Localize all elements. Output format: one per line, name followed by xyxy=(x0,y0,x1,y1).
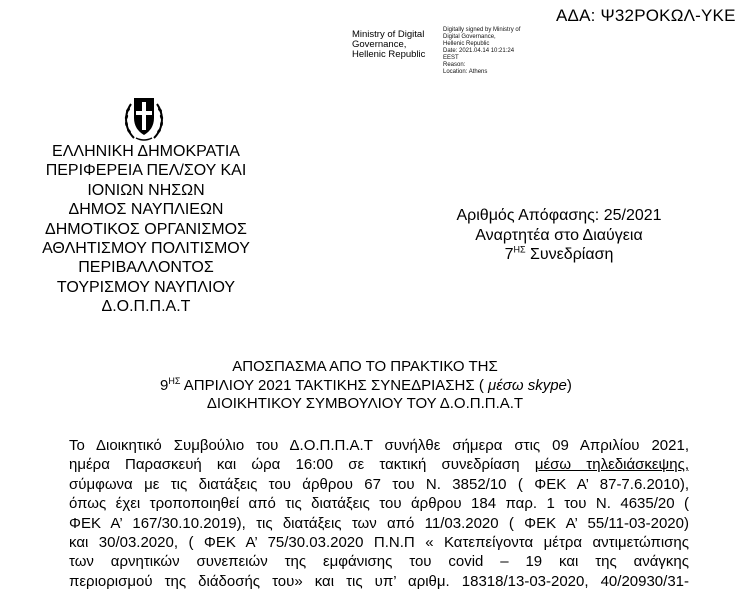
signature-detail-line: Digitally signed by Ministry of xyxy=(443,27,521,33)
issuer-line: ΙΟΝΙΩΝ ΝΗΣΩΝ xyxy=(87,181,205,199)
issuer-line: ΠΕΡΙΒΑΛΛΟΝΤΟΣ xyxy=(78,259,214,277)
issuer-line: ΕΛΛΗΝΙΚΗ ΔΗΜΟΚΡΑΤΙΑ xyxy=(52,143,240,160)
body-line: περιορισμού της διάδοσής του» και τις υπ’ αριθμ. 18318/13-03-2020, 40/20930/31- xyxy=(69,572,689,590)
body-line: και 30/03.2020, ( ΦΕΚ Α’ 75/30.03.2020 Π.Ν.Π « Κατεπείγοντα μέτρα αντιμετώπισης xyxy=(69,534,689,552)
issuer-line: ΤΟΥΡΙΣΜΟΥ ΝΑΥΠΛΙΟΥ xyxy=(56,278,236,296)
decision-number: Αριθμός Απόφασης: 25/2021 xyxy=(456,207,662,224)
body-line-text: ημέρα Παρασκευή και ώρα 16:00 σε τακτική συνεδρίαση xyxy=(69,456,535,474)
body-line: ΦΕΚ Α’ 167/30.10.2019), τις διατάξεις των από 11/03.2020 ( ΦΕΚ Α’ 55/11-03-2020) xyxy=(69,514,689,532)
issuer-line: Δ.Ο.Π.Π.Α.Τ xyxy=(101,298,191,316)
diavgeia-posting: Αναρτητέα στο Διαύγεια xyxy=(475,226,643,244)
session-ordinal: ΗΣ xyxy=(513,244,526,255)
excerpt-date-ordinal: ΗΣ xyxy=(168,375,181,386)
signature-signer-line: Governance, xyxy=(352,39,407,50)
body-paragraph xyxy=(69,436,689,591)
excerpt-line: ΑΠΟΣΠΑΣΜΑ ΑΠΟ ΤΟ ΠΡΑΚΤΙΚΟ ΤΗΣ xyxy=(232,358,498,375)
issuer-line: ΑΘΛΗΤΙΣΜΟΥ ΠΟΛΙΤΙΣΜΟΥ xyxy=(42,240,250,258)
excerpt-paren: ) xyxy=(566,376,572,394)
excerpt-skype: μέσω skype xyxy=(488,376,567,394)
excerpt-date-num: 9 xyxy=(160,376,169,394)
greek-coat-of-arms-icon xyxy=(122,94,166,144)
body-line: Το Διοικητικό Συμβούλιο του Δ.Ο.Π.Π.Α.Τ συνήλθε σήμερα στις 09 Απριλίου 2021, xyxy=(69,437,689,454)
issuer-block xyxy=(30,142,262,317)
signature-details xyxy=(443,27,520,76)
issuer-line: ΠΕΡΙΦΕΡΕΙΑ ΠΕΛ/ΣΟΥ ΚΑΙ xyxy=(45,162,247,180)
signature-detail-line: Hellenic Republic xyxy=(443,41,490,47)
excerpt-session-text: ΑΠΡΙΛΙΟΥ 2021 ΤΑΚΤΙΚΗΣ ΣΥΝΕΔΡΙΑΣΗΣ ( xyxy=(180,376,488,394)
issuer-line: ΔΗΜΟΣ ΝΑΥΠΛΙΕΩΝ xyxy=(68,201,224,219)
body-line xyxy=(69,455,689,474)
session-num: 7 xyxy=(504,246,514,263)
session-word: Συνεδρίαση xyxy=(525,246,614,263)
signature-signer-line: Ministry of Digital xyxy=(352,29,425,40)
signature-signer-line: Hellenic Republic xyxy=(352,49,426,60)
body-line: όπως έχει τροποποιηθεί από τις διατάξεις του άρθρου 184 παρ. 1 του Ν. 4635/20 ( xyxy=(69,495,689,513)
body-line: σύμφωνα με τις διατάξεις του άρθρου 67 του Ν. 3852/10 ( ΦΕΚ Α’ 87-7.6.2010), xyxy=(69,475,689,493)
excerpt-title xyxy=(160,358,570,414)
signature-signer xyxy=(352,30,425,60)
session-number xyxy=(454,245,664,265)
excerpt-line: ΔΙΟΙΚΗΤΙΚΟΥ ΣΥΜΒΟΥΛΙΟΥ ΤΟΥ Δ.Ο.Π.Π.Α.Τ xyxy=(206,395,524,412)
excerpt-line xyxy=(160,377,570,396)
signature-detail-line: EEST xyxy=(443,55,459,61)
teleconference-text: μέσω τηλεδιάσκεψης, xyxy=(534,456,689,474)
signature-detail-line: Date: 2021.04.14 10:21:24 xyxy=(443,48,515,54)
signature-detail-line: Location: Athens xyxy=(443,69,488,75)
issuer-line: ΔΗΜΟΤΙΚΟΣ ΟΡΓΑΝΙΣΜΟΣ xyxy=(45,220,247,238)
ada-code: ΑΔΑ: Ψ32ΡΟΚΩΛ-ΥΚΕ xyxy=(556,6,736,25)
decision-info xyxy=(454,206,664,265)
signature-detail-line: Reason: xyxy=(443,62,466,68)
signature-detail-line: Digital Governance, xyxy=(443,34,496,40)
body-line: των αρνητικών συνεπειών της εμφάνισης του covid – 19 και της ανάγκης xyxy=(69,553,689,571)
